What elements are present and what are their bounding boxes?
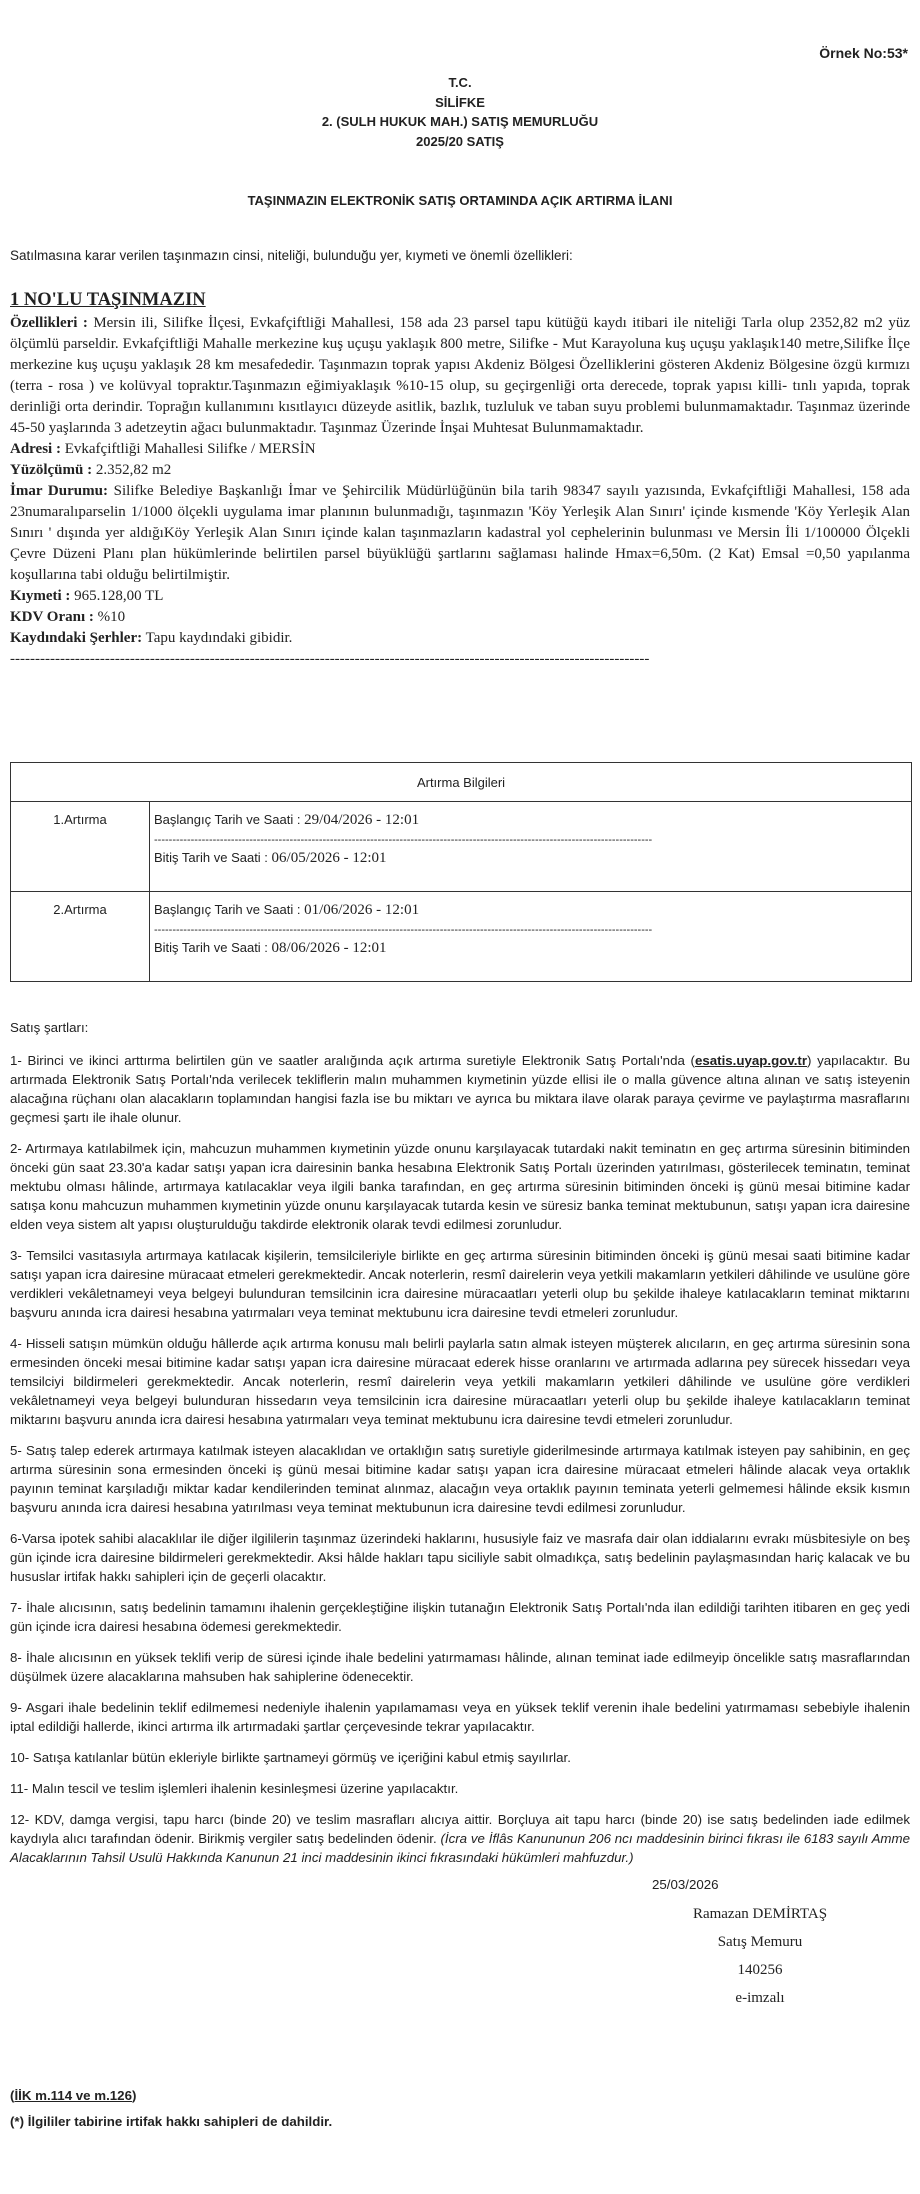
property-annotations [10,628,910,649]
property-features [10,313,910,439]
signer-name: Ramazan DEMİRTAŞ [692,1906,828,1922]
header-line-file: 2025/20 SATIŞ [416,133,504,149]
auction-row-label: 1.Artırma [11,802,150,892]
signer-number: 140256 [737,1962,783,1978]
law-reference [10,2088,136,2103]
term-9: 9- Asgari ihale bedelinin teklif edilmemesi nedeniyle ihalenin yapılamaması veya en yüksek teklif verenin ihale bedelini yatırmaması sebebiyle ihalenin iptal edildiği hallerde, ikinci artırma ilk artırmadaki şartlar çerçevesinde tekrar yapılacaktır. [10,1700,910,1734]
property-vat [10,607,910,628]
sale-terms [10,1018,910,1879]
auction-end [154,850,911,867]
row-separator: ---------------------------------------------------------------------------------------------------------------------------------------- [154,924,653,936]
property-separator: -------------------------------------------------------------------------------------------------------------------------------- [10,651,650,667]
address-label: Adresi : [10,441,61,457]
header-line-tc: T.C. [448,75,472,90]
term-6: 6-Varsa ipotek sahibi alacaklılar ile diğer ilgililerin taşınmaz üzerindeki haklarını, hususiyle faiz ve masrafa dair olan iddialarını evrakı müsbitesiyle on beş gün içinde icra dairesine bildirmeleri gerekmektedir. Aksi hâlde hakları tapu siciliyle sabit olmadıkça, satış bedelinin paylaşmasından hariç kalacak ve bu hususlar irtifak hakkı sahipleri için de geçerli olacaktır. [10,1531,910,1584]
start-label: Başlangıç Tarih ve Saati : [154,812,301,827]
term-1-text: 1- Birinci ve ikinci arttırma belirtilen gün ve saatler aralığında açık artırma suretiyle Elektronik Satış Portalı'nda ( [10,1053,695,1068]
term-11: 11- Malın tescil ve teslim işlemleri ihalenin kesinleşmesi üzerine yapılacaktır. [10,1781,459,1796]
annotations-text: Tapu kaydındaki gibidir. [145,630,293,646]
auction-end [154,940,911,957]
term-12 [10,1810,910,1867]
area-label: Yüzölçümü : [10,462,93,478]
auction-row-2 [11,892,912,982]
footnote: (*) İlgililer tabirine irtifak hakkı sahipleri de dahildir. [10,2114,333,2129]
features-text: Mersin ili, Silifke İlçesi, Evkafçiftliği Mahallesi, 158 ada 23 parsel tapu kütüğü kaydı itibari ile niteliği Tarla olup 2352,82 m2 yüz ölçümlü parseldir. Evkafçiftliği Mahalle merkezine kuş uçuşu yaklaşık 800 metre, Silifke - Mut Karayoluna kuş uçuşu yaklaşık140 metre,Silifke İlçe merkezine kuş uçuşu yaklaşık 28 km mesafededir. Taşınmazın toprak yapısı Akdeniz Bölgesi Özelliklerini gösteren Akdeniz Bölgesine özgü kırmızı (terra - rosa ) ve kolüvyal topraktır.Taşınmazın eğimiyaklaşık %10-15 olup, su geçirgenliği orta derecede, toprak yapısı killi- tınlı yapıda, toprak derinliği orta derindir. Toprağın kullanımını kısıtlayıcı düzeyde asitlik, bazlık, tuzluluk ve taban suyu problemi bulunmamaktadır. Taşınmaz üzerinde 45-50 yaşlarında 3 adetzeytin ağacı bulunmaktadır. Taşınmaz Üzerinde İnşai Muhtesat Bulunmamaktadır. [10,315,911,436]
auction-table-heading: Artırma Bilgileri [11,763,912,802]
end-label: Bitiş Tarih ve Saati : [154,850,268,865]
auction-start [154,812,911,829]
sample-number: Örnek No:53* [819,45,908,61]
auction-row-dates [150,802,912,892]
start-label: Başlangıç Tarih ve Saati : [154,902,301,917]
features-label: Özellikleri : [10,315,88,331]
term-1-text-rest: ) yapılacaktır. Bu artırmada Elektronik Satış Portalı'nda verilecek tekliflerin malın muhammen kıymetinin yüzde ellisi ile o malla güvence altına alınan ve satış isteyenin alacağına rüçhanı olan alacakların toplamından hangisi fazla ise bu miktarı ve ayrıca bu miktara ilave olarak paraya çevirme ve paylaştırma masraflarını geçmesi şartı ile ihale olunur. [10,1053,910,1125]
term-2: 2- Artırmaya katılabilmek için, mahcuzun muhammen kıymetinin yüzde onunu karşılayacak tutardaki nakit teminatın en geç artırma süresinin bitiminden önceki gün saat 23.30'a kadar satışı yapan icra dairesinin banka hesabına Elektronik Satış Portalı üzerinden yatırılması, gösterilecek teminatın, teminat mektubu olması hâlinde, artırmaya katılacaklar veya ilgili banka tarafından, en geç artırma süresinin bitiminden önceki iş günü mesai bitimine kadar satışa konu mahcuzun muhammen kıymetinin yüzde onunu karşılayacak tutarda kesin ve süresiz banka teminat mektubunun, satışı yapan icra dairesine elden veya sistem alt yapısı oluşturulduğu takdirde elektronik olarak tevdi edilmesi zorunludur. [10,1141,910,1232]
zoning-text: Silifke Belediye Başkanlığı İmar ve Şehircilik Müdürlüğünün bila tarih 98347 sayılı yazısında, Evkafçiftliği Mahallesi, 158 ada 23numaralıparselin 1/1000 ölçekli uygulama imar planının bulunmadığı, taşınmazın 'Köy Yerleşik Alan Sınırı' içinde kısmende 'Köy Yerleşik Alan Sınırı ' dışında yer aldığıKöy Yerleşik Alan Sınırı içinde kalan taşınmazların kadastral yol cephelerinin bulunması ve Mersin İli 1/100000 Ölçekli Çevre Düzeni Planı plan hükümlerinde belirtilen parsel büyüklüğü şartlarını sağlaması halinde Hmax=6,50m. (2 Kat) Emsal =0,50 yapılanma koşullarına tabi olduğu belirtilmiştir. [10,483,911,583]
annotations-label: Kaydındaki Şerhler: [10,630,143,646]
document-header [0,73,920,151]
property-address [10,439,910,460]
header-line-city: SİLİFKE [435,94,485,110]
ref-open: ( [10,2088,15,2103]
esatis-link[interactable]: esatis.uyap.gov.tr [694,1053,808,1068]
term-3: 3- Temsilci vasıtasıyla artırmaya katılacak kişilerin, temsilcileriyle birlikte en geç artırma süresinin bitiminden önceki iş günü mesai saati bitimine kadar satışı yapan icra dairesine müracaat etmeleri gerekmektedir. Ancak noterlerin, resmî dairelerin veya yetkili makamların yetkileri dâhilinde ve usulüne göre verdikleri vekâletnameyi veya belgeyi bulunduran temsilcinin icra dairesine müracaatları yeterli olup bu şekilde ihaleye katılacakların teminat miktarını başvuru anında icra dairesi hesabına yatırmaları veya teminat mektubunu icra dairesine tevdi etmeleri zorunludur. [10,1248,910,1320]
term-7: 7- İhale alıcısının, satış bedelinin tamamını ihalenin gerçekleştiğine ilişkin tutanağın Elektronik Satış Portalı'nda ilan edildiği tarihten itibaren en geç yedi gün içinde icra dairesi hesabına ödemesi gerekmektedir. [10,1600,910,1634]
address-text: Evkafçiftliği Mahallesi Silifke / MERSİN [64,441,316,457]
auction-start [154,902,911,919]
start-value: 01/06/2026 - 12:01 [304,902,420,918]
auction-row-label: 2.Artırma [11,892,150,982]
terms-heading: Satış şartları: [10,1020,89,1035]
value-label: Kıymeti : [10,588,71,604]
e-signature: e-imzalı [735,1990,785,2006]
vat-label: KDV Oranı : [10,609,94,625]
property-zoning [10,481,910,586]
property-area [10,460,910,481]
value-text: 965.128,00 TL [74,588,164,604]
vat-text: %10 [97,609,126,625]
ref-close: ) [131,2088,137,2103]
area-text: 2.352,82 m2 [95,462,172,478]
term-12-text: 12- KDV, damga vergisi, tapu harcı (binde 20) ve teslim masrafları alıcıya aittir. Borçluya ait tapu harcı (binde 20) ise satış bedelinden iade edilmek kaydıyla alıcı tarafından ödenir. Birikmiş vergiler satış bedelinden ödenir. [10,1812,910,1846]
term-12-legal-note: (İcra ve İflâs Kanununun 206 ncı maddesinin birinci fıkrası ile 6183 sayılı Amme Alacaklarının Tahsil Usulü Hakkında Kanunun 21 inci maddesinin ikinci fıkrasındaki hükümleri mahfuzdur.) [10,1831,910,1865]
term-4: 4- Hisseli satışın mümkün olduğu hâllerde açık artırma konusu malı belirli paylarla satın almak isteyen müşterek alıcıların, en geç artırma süresinin sona ermesinden önceki mesai bitimine kadar satışı yapan icra dairesine müracaat ederek hisse oranlarını ve artırmada adlarına pey sürecek hissedarı veya temsilciyi bildirmeleri gerekmektedir. Ancak noterlerin, resmî dairelerin veya yetkili makamların yetkileri dâhilinde ve usulüne göre verdikleri vekâletnameyi veya belgeyi bulunduran hissedarın veya temsilcinin icra dairesine müracaatları yeterli olup bu şekilde ihaleye katılacakların teminat miktarını başvuru anında icra dairesi hesabına yatırmaları veya teminat mektubunu icra dairesine tevdi etmeleri zorunludur. [10,1336,910,1427]
auction-row-dates [150,892,912,982]
property-section [10,288,910,670]
end-value: 08/06/2026 - 12:01 [271,940,387,956]
auction-row-1 [11,802,912,892]
signature-block [640,1900,880,2012]
header-line-office: 2. (SULH HUKUK MAH.) SATIŞ MEMURLUĞU [321,114,599,129]
document-title: TAŞINMAZIN ELEKTRONİK SATIŞ ORTAMINDA AÇIK ARTIRMA İLANI [247,193,673,208]
start-value: 29/04/2026 - 12:01 [304,812,420,828]
signature-date: 25/03/2026 [652,1877,719,1892]
intro-text: Satılmasına karar verilen taşınmazın cinsi, niteliği, bulunduğu yer, kıymeti ve önemli özellikleri: [10,248,573,263]
end-label: Bitiş Tarih ve Saati : [154,940,268,955]
term-1 [10,1051,910,1127]
end-value: 06/05/2026 - 12:01 [271,850,387,866]
term-5: 5- Satış talep ederek artırmaya katılmak isteyen alacaklıdan ve ortaklığın satış suretiyle giderilmesinde artırmaya katılmak isteyen pay sahibinin, en geç artırma süresinin sona ermesinden önceki iş günü mesai bitimine kadar satışı yapan icra dairesine müracaat etmeleri hâlinde alacak veya ortaklık payının teminat karşıladığı miktar kadar kendilerinden teminat alınmaz, alacağın veya ortaklık payının teminata yeterli gelmemesi hâlinde eksik kısmın başvuru anında icra dairesi hesabına yatırılması veya teminat mektubunun icra dairesine tevdi edilmesi zorunludur. [10,1443,910,1515]
zoning-label: İmar Durumu: [10,483,108,499]
property-heading: 1 NO'LU TAŞINMAZIN [10,290,206,310]
term-8: 8- İhale alıcısının en yüksek teklifi verip de süresi içinde ihale bedelini yatırmaması hâlinde, alınan teminat iade edilmeyip öncelikle satış masraflarından düşülmek üzere alacaklarına mahsuben hak sahiplerine ödenecektir. [10,1650,910,1684]
row-separator: ---------------------------------------------------------------------------------------------------------------------------------------- [154,834,653,846]
auction-table [10,762,912,982]
signer-title: Satış Memuru [717,1934,803,1950]
law-reference-text: İİK m.114 ve m.126 [14,2088,132,2103]
term-10: 10- Satışa katılanlar bütün ekleriyle birlikte şartnameyi görmüş ve içeriğini kabul etmiş sayılırlar. [10,1750,571,1765]
property-value [10,586,910,607]
